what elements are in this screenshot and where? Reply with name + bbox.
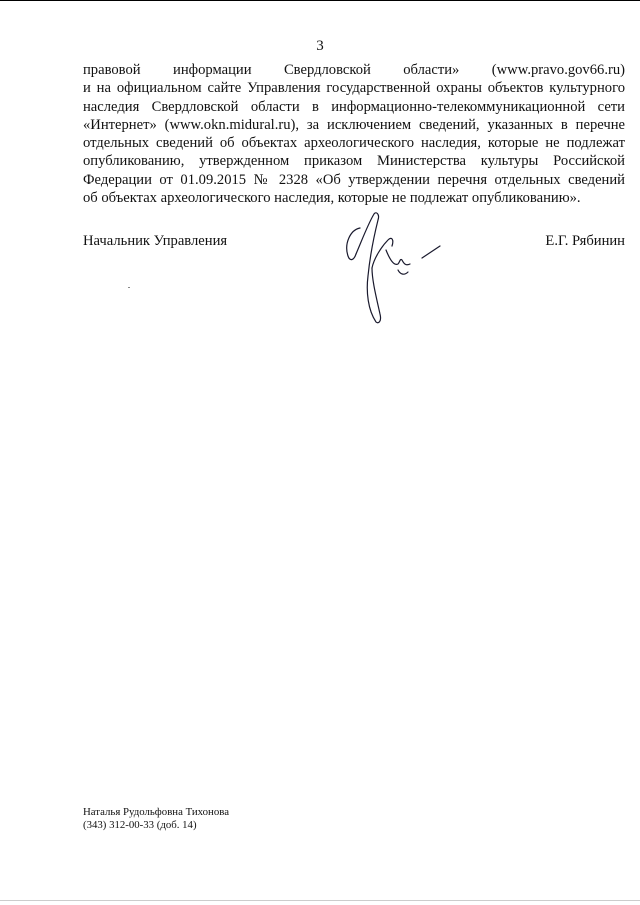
body-line: и на официальном сайте Управления государственной охраны объектов культурного (83, 80, 625, 97)
body-line: наследия Свердловской области в информационно-телекоммуникационной сети (83, 98, 625, 115)
bottom-edge-line (0, 900, 640, 901)
signer-name: Е.Г. Рябинин (545, 233, 625, 249)
body-line: об объектах археологического наследия, которые не подлежат опубликованию». (83, 190, 581, 207)
page-number: 3 (316, 38, 324, 54)
body-line: опубликованию, утвержденном приказом Министерства культуры Российской (83, 153, 625, 170)
position-title: Начальник Управления (83, 233, 228, 249)
contact-name: Наталья Рудольфовна Тихонова (83, 806, 229, 818)
contact-block (83, 806, 229, 833)
scan-speck (128, 287, 130, 288)
body-paragraph (83, 61, 625, 207)
top-edge-line (0, 0, 640, 1)
body-line: «Интернет» (www.okn.midural.ru), за исключением сведений, указанных в перечне (83, 116, 625, 133)
body-line: Федерации от 01.09.2015 № 2328 «Об утверждении перечня отдельных сведений (83, 171, 625, 188)
body-line: правовой информации Свердловской области» (www.pravo.gov66.ru) (83, 62, 625, 78)
contact-phone: (343) 312-00-33 (доб. 14) (83, 819, 197, 832)
handwritten-signature (338, 210, 448, 330)
body-line: отдельных сведений об объектах археологического наследия, которые не подлежат (83, 135, 625, 152)
